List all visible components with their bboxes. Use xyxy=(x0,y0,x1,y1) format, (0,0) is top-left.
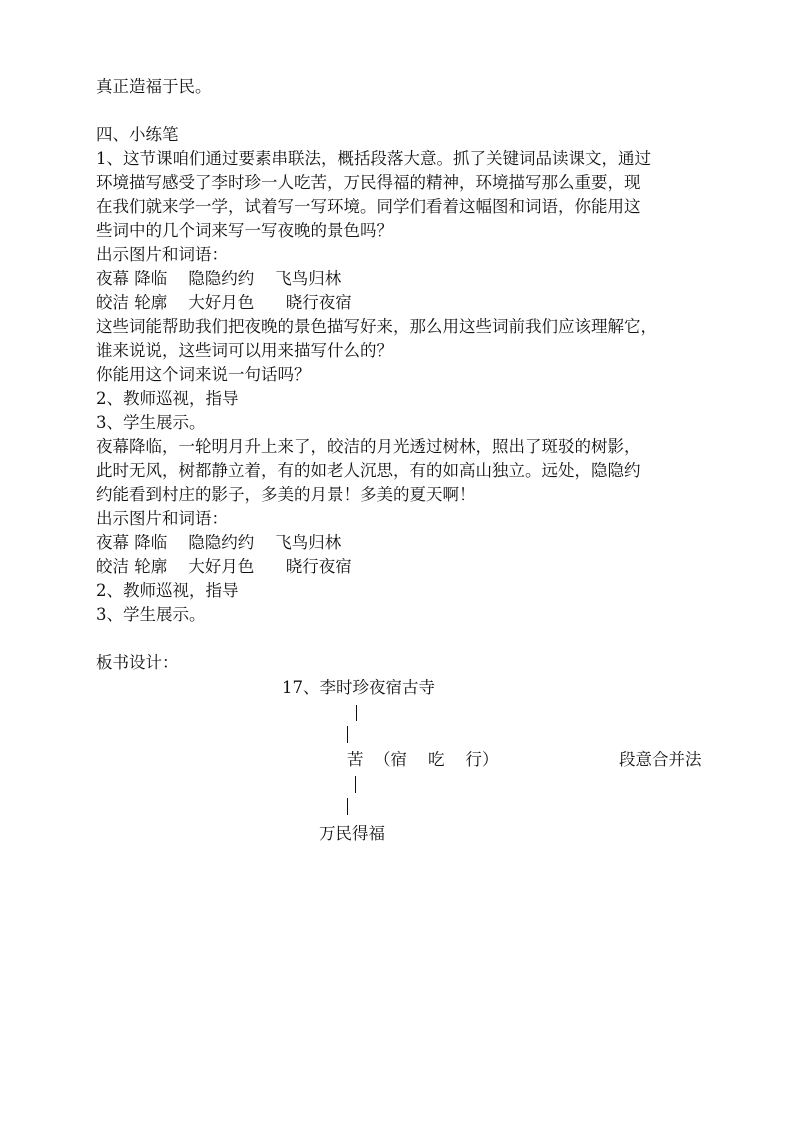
paragraph-line: 在我们就来学一学，试着写一写环境。同学们看着这幅图和词语，你能用这 xyxy=(96,197,641,216)
step-line: 2、教师巡视，指导 xyxy=(96,581,239,600)
paragraph-line: 你能用这个词来说一句话吗？ xyxy=(96,365,311,384)
board-center-text: 苦 （宿 吃 行） xyxy=(347,750,499,769)
paragraph-line: 些词中的几个词来写一写夜晚的景色吗？ xyxy=(96,221,393,240)
board-title: 17、李时珍夜宿古寺 xyxy=(282,678,435,697)
board-bottom-text: 万民得福 xyxy=(319,824,385,843)
intro-line: 真正造福于民。 xyxy=(96,77,212,96)
show-label: 出示图片和词语： xyxy=(96,245,228,264)
word-row: 皎洁 轮廓 大好月色 晓行夜宿 xyxy=(96,293,352,312)
connector-line xyxy=(347,798,348,815)
word-row: 夜幕 降临 隐隐约约 飞鸟归林 xyxy=(96,269,342,288)
board-label: 板书设计： xyxy=(96,653,179,672)
paragraph-line: 这些词能帮助我们把夜晚的景色描写好来，那么用这些词前我们应该理解它， xyxy=(96,317,657,336)
connector-line xyxy=(355,776,356,793)
word-row: 夜幕 降临 隐隐约约 飞鸟归林 xyxy=(96,533,342,552)
connector-line xyxy=(356,705,357,721)
paragraph-line: 夜幕降临，一轮明月升上来了，皎洁的月光透过树林，照出了斑驳的树影， xyxy=(96,437,641,456)
connector-line xyxy=(347,726,348,743)
paragraph-line: 约能看到村庄的影子，多美的月景！多美的夏天啊！ xyxy=(96,485,476,504)
show-label: 出示图片和词语： xyxy=(96,509,228,528)
paragraph-line: 1、这节课咱们通过要素串联法，概括段落大意。抓了关键词品读课文，通过 xyxy=(96,149,651,168)
paragraph-line: 环境描写感受了李时珍一人吃苦，万民得福的精神，环境描写那么重要，现 xyxy=(96,173,641,192)
step-line: 3、学生展示。 xyxy=(96,605,206,624)
word-row: 皎洁 轮廓 大好月色 晓行夜宿 xyxy=(96,557,352,576)
step-line: 2、教师巡视，指导 xyxy=(96,389,239,408)
step-line: 3、学生展示。 xyxy=(96,413,206,432)
paragraph-line: 谁来说说，这些词可以用来描写什么的？ xyxy=(96,341,393,360)
section-heading: 四、小练笔 xyxy=(96,125,179,144)
board-right-note: 段意合并法 xyxy=(619,750,702,769)
paragraph-line: 此时无风，树都静立着，有的如老人沉思，有的如高山独立。远处，隐隐约 xyxy=(96,461,641,480)
